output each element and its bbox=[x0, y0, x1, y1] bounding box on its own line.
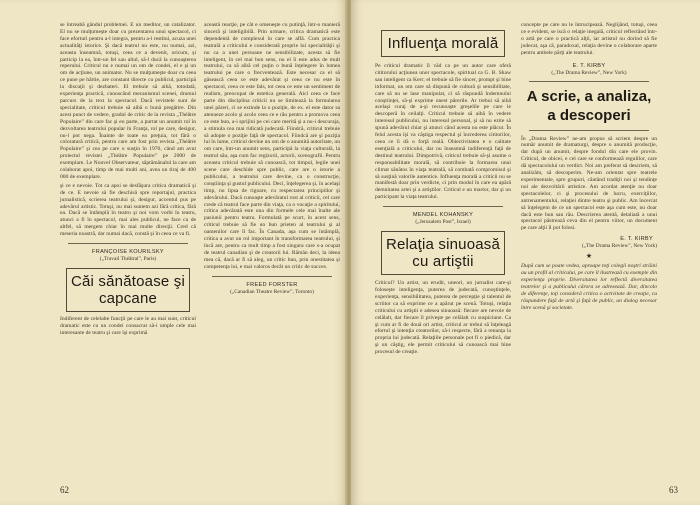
article-text: concepte pe care nu le întrucipează. Neglijând, totuşi, ceea ce e evident, se iscă o relaţie inegală, criticul reflectând într-o artă pe care o practică alţii, iar artistul nu dorind să fie judecat, aşa că, paradoxal, relaţia devine o colaborare aparte pentru ambele părţi ale teatrului. bbox=[521, 22, 657, 56]
author-signature: E. T. KIRBY bbox=[620, 236, 653, 243]
article-text: Indiferent de celelalte funcţii pe care le au mai sunt, criticul dramatic este cu un condei consacrat să-i umple cele mai interesante de teatru şi care îşi exprimă bbox=[60, 316, 196, 336]
divider bbox=[529, 130, 649, 131]
author-signature: E. T. KIRBY bbox=[572, 62, 606, 69]
divider bbox=[68, 243, 188, 244]
author-signature: FREED FORSTER bbox=[246, 281, 298, 288]
left-column-1 bbox=[60, 22, 196, 337]
page-number: 62 bbox=[60, 485, 69, 495]
section-title-box bbox=[381, 231, 505, 275]
divider bbox=[212, 276, 332, 277]
right-page bbox=[351, 0, 700, 505]
article-text: Pe criticul dramatic îl văd ca pe un autor care oferă cititorului acţiunea unor spectacole, spiritual ca G. B. Shaw sau inteligent ca Kerr; el trebuie să fie sincer, prompt şi bine informat, un om care să dispună de cultură şi sensibilitate, care să nu se lase manipulat, ci să răspundă îndemnului conştiinţei, să-şi exprime onest părerile. Ar trebui să aibă acelaşi curaj de a-şi recunoaşte greşelile pe care le descoperă în ceilalţi. Criticul trebuie să aibă în vedere interesul publicului, nu interesul personal, şi să nu ezite să spună adevărul chiar şi atunci când acesta nu este plăcut. În felul acesta îşi va câştiga respectul şi încrederea cititorilor, ceea ce îi dă o forţă reală. Obiectivitatea e o calitate esenţială a criticului, dar nu înseamnă indiferenţă faţă de destinul teatrului. Dimpotrivă, criticul trebuie să-şi asume o responsabilitate morală, să contribuie la formarea unui climat sănătos în viaţa teatrală, să combată compromisul şi să susţină valorile autentice. Influenţa morală a criticii nu se manifestă doar prin verdicte, ci prin modul în care ea apără demnitatea artei şi a artiştilor. Criticul e un martor, dar şi un participant la viaţa teatrului. bbox=[375, 63, 511, 201]
author-source: („Travail Théâtral”, Paris) bbox=[99, 256, 157, 263]
section-title: Relaţia sinuoasă cu artiştii bbox=[385, 236, 501, 271]
right-column-1 bbox=[375, 22, 511, 356]
article-text: se întreabă gândul problemei. E un meditor, un catalizator. El nu se mulţumeşte doar cu prezentarea unui spectacol, ci face eforturi pentru a-l integra, pentru a-l restitui, acuza unei actualităţi istorice. Şi dacă teatrul nu este, nu numai, azi, aceasta înseamnă, totuşi, ceea ce a devenit, oricum, şi particip la ea, într-un fel sau altul, să-l ducă la cunoaşterea reperului. Criticul nu e numai un om de condei, el e şi un om de acţiune, un animator. Nu se mulţumeşte doar cu ceea ce pune pe hârtie, are constant directe cu publicul, participă la discuţii şi dezbateri. El trebuie să aibă, totodată, experienţa practică, cunoscând mecanismul scenei, drumul parcurs de la text la spectacol. Dacă revistele sunt de specialitate, criticul trebuie să aibă o bună pregătire. Din acest punct de vedere, gradul de critic de la revista „Théâtre Populaire” din care fac şi eu parte, a purtat un anumit rol în dezvoltarea teatrului popular în Franţa, rol pe care, desigur, nu-l pot nega. Înainte de toate ea preţuia, tot fără o coloratură critică, pentru care am fost prin revista „Théâtre Populaire” şi cea pe care o susţin în 1970, când am avut proiectul revistei „Théâtre Populaire” pe 2000 de exemplare. Le Nouvel Observateur, săptămânalul la care am colaborat apoi, timp de mai multi ani, avea un tiraj de 400 000 de exemplare. bbox=[60, 22, 196, 180]
author-source: („The Drama Review”, New York) bbox=[551, 69, 627, 76]
divider bbox=[529, 81, 649, 82]
divider bbox=[383, 206, 503, 207]
author-signature: MENDEL KOHANSKY bbox=[412, 212, 474, 219]
page-number: 63 bbox=[669, 485, 678, 495]
article-text: După cum se poate vedea, aproape toţi colegii noştri străini au un profil al criticului, pe care îl ilustrează cu exemple din experienţa proprie. Diversitatea lor reflectă diversitatea teatrelor şi a publicului cărora se adresează. Dar, dincolo de diferenţe, toţi consideră critica o activitate de creaţie, cu răspundere faţă de artă şi faţă de public, un dialog necesar între scenă şi societate. bbox=[521, 263, 657, 311]
author-signature: FRANÇOISE KOURILSKY bbox=[92, 249, 164, 256]
right-column-2 bbox=[521, 22, 657, 312]
star-ornament: ★ bbox=[585, 252, 593, 261]
article-text: şi ce e nevoie. Tot ca apoi se desfăşura critica dramatică şi de ce. E nevoie să fie deschisă spre reportajul, practica jurnalistică, scrierea teatrului şi, desigur, accentul pus pe adevărul artistic. Totuşi, nu mai suntem azi fără critica, fără ea. Dacă se întâmplă în teatru şi noi vom vorbi în teatru, atunci a fi în spectacol, mai ales publicul, ne face ca de altfel, să mergem chiar în mai multe direcţii. Cred că meseria noastră, dar numai dacă, constă şi în ceea ce va fi. bbox=[60, 182, 196, 238]
section-title: A scrie, a analiza, a descoperi bbox=[526, 87, 652, 124]
author-source: („Jerusalem Post”, Israel) bbox=[415, 219, 471, 226]
section-title-box bbox=[66, 268, 190, 312]
author-source: („The Drama Review”, New York) bbox=[581, 243, 657, 250]
article-text: această reacţie, pe cât e omeneşte cu putinţă, într-o manieră sinceră şi inteligibilă. Prin urmare, critica dramatică este dependentă de complexul în care se află. Cum practica teatrală a criticului e considerată proprie lui specialităţii şi nu ca a unei persoane ne sensibilizate, acesta să fie inteligent, în cel mai bun sens, nu el îi este adus de mult teatrului, ca să aibă cel puţin o bună înţelegere în lumea teatrului pe care o frecventează. Este necesar ca el să găsească ceea ce este adevărat şi ceea ce nu este în spectacol, ceea ce este fals, tot ceea ce este un sentiment de realism, preocupat de estetica generală. Aici ceea ce face parte din disciplina criticii nu se limitează la formularea unei păreri, ci se extinde la o poziţie, de ex. el este dator sa atenueze acolo şi acolo ceea ce e rău pentru a promova ceea ce este bun, a-i sprijini pe cei care merită şi a nu-i descuraja, a stimula cea mai ridicată judecată. Fiindcă, criticul trebuie să adopte o poziţie faţă de spectacol. Fiindcă are şi poziţia lui în lume, criticul devine un om de o anumită autoritate, un om care, într-un anumit sens, participă la viaţa culturală, la teatrul său, aşa cum fac regizorii, actorii, scenografii. Pentru aceasta criticul trebuie să cunoască, tot timpul, legile unei scene care deschide spre public, care are o istorie a publicului, a teatrului care devine, ca o construcţie, conştiinţa şi gustul publicului. Deci, înţelegerea şi, în acelaşi timp, nu lipsa de rigoare, cu respectarea principiilor şi adevărului. Dacă cunoaşte adevăratul rost al criticii, cel care crede că teatrul face parte din viaţa, ca o vocaţie a spiritului, critica adevărată este una din formele cele mai înalte ale pasiunii pentru teatru. Formulată pe scurt, în acest sens, criticul trebuie să fie un bun prieten al teatrului şi al oamenilor care îl fac. În Canada, aşa cum se întâmplă, critica a avut un rol important în transformarea teatrului, şi încă are, pentru ca mult timp a fost singura care s-a ocupat de teatrul canadian şi de creatorii lui. Rămân deci, la ideea mea că, dacă ar fi să aleg, un critic bun, prin onestitatea şi competenţa lui, e mai valoros decât un critic de succes. bbox=[204, 22, 340, 270]
section-title: Căi sănătoase şi capcane bbox=[70, 273, 186, 308]
article-text: În „Drama Review” ne-am propus să scriem despre un număr anumit de dramaturgi, despre o anumită producţie, dar după un anumit, despre fondul din care ele provin. Criticul, de obicei, e cel care se conformează regulilor, care dă spectacolului un verdict. Noi am preferat să descriem, să analizăm, să descoperim. Ne-am orientat spre teatrele experimentale, spre grupuri, căutând tradiţii noi şi tendinţe noi ale dezvoltării artistice. Am acordat atenţie nu doar spectacolelor, ci şi procesului de lucru, exerciţiilor, antrenamentului, relaţiei dintre teatru şi public. Am încercat să înţelegem de ce un spectacol este aşa cum este, nu doar dacă este bun sau rău. Descrierea atentă, detaliată a unui spectacol păstrează ceva din el pentru viitor, un document pe care alţii îl pot folosi. bbox=[521, 135, 657, 232]
section-title-box bbox=[381, 30, 505, 57]
article-text: Criticul? Un artist, un erudit, uneori, un jurnalist care-şi foloseşte inteligenţa, puterea de judecată, cunoştinţele, experienţa, sensibilitatea, puterea de percepţie şi talentul de scriitor ca să exprime ce a apărut pe scenă. Totuşi, relaţia criticului cu artiştii e adesea sinuoasă: fiecare are nevoie de celălalt, dar fiecare îl priveşte pe celălalt cu suspiciune. Ca şi cum ar fi de două ori artist, criticul ar trebui să înţeleagă efortul şi intenţia creatorilor, să-i respecte, fără a renunţa la propria lui judecată. Relaţiile personale pot fi o piedică, dar şi un câştig, ele permit criticului să cunoască mai bine procesul de creaţie. bbox=[375, 280, 511, 356]
left-column-2 bbox=[204, 22, 340, 295]
section-title: Influenţa morală bbox=[387, 35, 499, 52]
author-source: („Canadian Theatre Review”, Toronto) bbox=[230, 288, 314, 295]
left-page bbox=[0, 0, 347, 505]
